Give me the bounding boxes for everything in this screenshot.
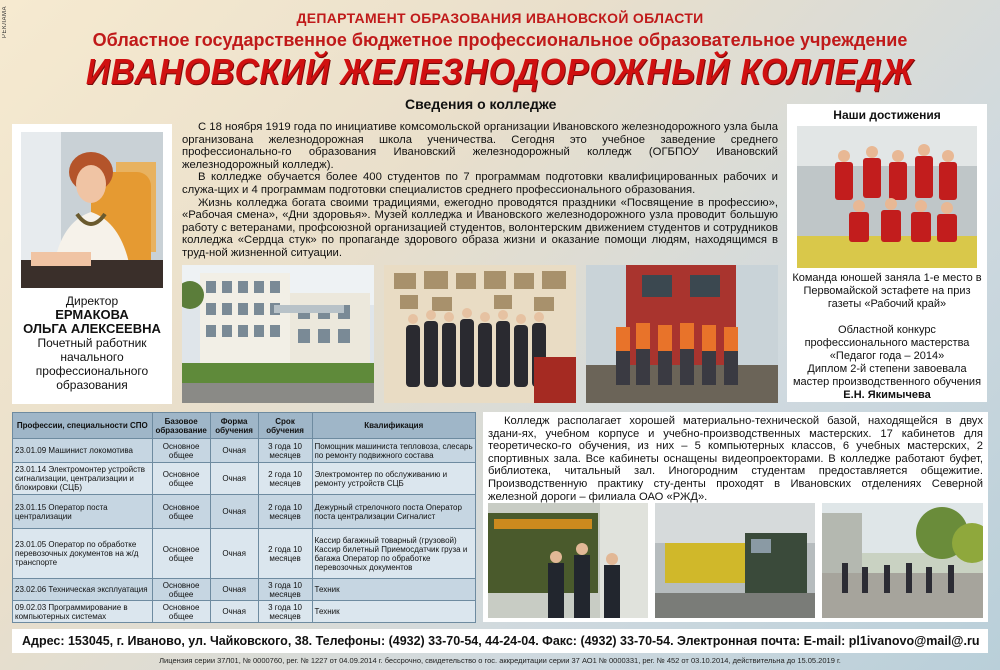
table-row xyxy=(13,439,476,463)
locomotive-students-photo xyxy=(586,265,778,403)
college-building-photo xyxy=(182,265,374,403)
table-cell: Кассир багажный товарный (грузовой) Кассир билетный Приемосдатчик груза и багажа Оператор по обработке перевозочных документов xyxy=(312,529,475,579)
table-cell: Очная xyxy=(210,463,258,495)
team-caption: Команда юношей заняла 1-е место в Первомайской эстафете на приз газеты «Рабочий край» xyxy=(792,272,982,310)
museum-photo xyxy=(384,265,576,403)
team-photo xyxy=(797,126,977,268)
achievements-card xyxy=(787,104,987,402)
table-cell: Основное общее xyxy=(152,439,210,463)
institution-title: Областное государственное бюджетное профессиональное образовательное учреждение xyxy=(92,30,908,50)
table-cell: 23.01.14 Электромонтер устройств сигнализации, централизации и блокировки (СЦБ) xyxy=(13,463,153,495)
teacher-caption xyxy=(791,324,983,402)
table-cell: 23.02.06 Техническая эксплуатация xyxy=(13,579,153,601)
table-cell: Техник xyxy=(312,601,475,623)
table-header-cell: Срок обучения xyxy=(258,413,312,439)
about-paragraph: С 18 ноября 1919 года по инициативе комсомольской организации Ивановского железнодорожного узла была организована железнодорожная школа ученичества. Сегодня это учебное заведение среднего профессионально-го образования Ивановский железнодорожный колледж (ОГБПОУ Ивановский железнодорожный колледж). xyxy=(182,121,778,171)
contest-title: Областной конкурс профессионального мастерства «Педагог года – 2014» xyxy=(804,324,970,362)
table-cell: Очная xyxy=(210,601,258,623)
about-paragraph: В колледже обучается более 400 студентов по 7 программам подготовки квалифицированных рабочих и служа-щих и 4 программам подготовки специалистов среднего профессионального образования. xyxy=(182,171,778,196)
director-honor: Почетный работник начального профессионального образования xyxy=(35,336,149,392)
facilities-block xyxy=(483,412,988,622)
table-cell: Помощник машиниста тепловоза, слесарь по ремонту подвижного состава xyxy=(312,439,475,463)
table-header-cell: Квалификация xyxy=(312,413,475,439)
table-cell: Техник xyxy=(312,579,475,601)
teacher-name: Е.Н. Якимычева xyxy=(843,389,931,401)
diploma-text: Диплом 2-й степени завоевала мастер производственного обучения xyxy=(792,363,982,388)
about-text xyxy=(182,121,778,260)
table-header-cell: Форма обучения xyxy=(210,413,258,439)
table-cell: 3 года 10 месяцев xyxy=(258,601,312,623)
achievements-title: Наши достижения xyxy=(833,108,941,122)
table-cell: 2 года 10 месяцев xyxy=(258,495,312,529)
director-photo xyxy=(21,132,163,288)
table-cell: 23.01.15 Оператор поста централизации xyxy=(13,495,153,529)
table-cell: 3 года 10 месяцев xyxy=(258,439,312,463)
table-cell: Основное общее xyxy=(152,579,210,601)
director-card xyxy=(12,124,172,404)
table-cell: Очная xyxy=(210,439,258,463)
table-cell: Очная xyxy=(210,495,258,529)
table-header-cell: Профессии, специальности СПО xyxy=(13,413,153,439)
table-header-row xyxy=(13,413,476,439)
college-title: ИВАНОВСКИЙ ЖЕЛЕЗНОДОРОЖНЫЙ КОЛЛЕДЖ xyxy=(85,51,915,92)
about-paragraph: Жизнь колледжа богата своими традициями, ежегодно проводятся праздники «Посвящение в профессию», «Рабочая смена», «Дни здоровья». Музей колледжа и Ивановского железнодорожного узла проводит большую работу с ветеранами, профсоюзной организацией студентов, волонтерским движением студентов и сотрудников колледжа «Сердца стук» по пропаганде здорового образа жизни и оказание помощи людям, находящимся в труд-ной жизненной ситуации. xyxy=(182,196,778,259)
table-cell: Дежурный стрелочного поста Оператор поста централизации Сигналист xyxy=(312,495,475,529)
table-cell: 2 года 10 месяцев xyxy=(258,529,312,579)
director-surname: ЕРМАКОВА xyxy=(55,307,129,322)
table-cell: Основное общее xyxy=(152,601,210,623)
table-cell: Очная xyxy=(210,529,258,579)
table-cell: Очная xyxy=(210,579,258,601)
license-line: Лицензия серии 37Л01, № 0000760, рег. № 1227 от 04.09.2014 г. бессрочно, свидетельство о гос. аккредитации серии 37 АО1 № 0000331, рег. № 452 от 03.10.2014, действительна до 15.05.2019 г. xyxy=(159,656,841,665)
contact-line: Адрес: 153045, г. Иваново, ул. Чайковского, 38. Телефоны: (4932) 33-70-54, 44-24-04. Факс: (4932) 33-70-54. Электронная почта: E-mail: pl1ivanovo@mail@.ru xyxy=(12,629,988,653)
table-cell: Электромонтер по обслуживанию и ремонту устройств СЦБ xyxy=(312,463,475,495)
table-cell: 2 года 10 месяцев xyxy=(258,463,312,495)
facilities-text: Колледж располагает хорошей материально-технической базой, находящейся в двух здани-ях, учебном корпусе и учебно-производственных мастерских. 17 кабинетов для теоретическо-го обучения, из них – 5 компьютерных классов, 6 учебных мастерских, 2 спортивных зала. Все кабинеты оснащены видеопроекторами. В колледже работают буфет, библиотека, читальный зал. Иногородним студентам предоставляется общежитие. Производственную практику сту-денты проходят в Ивановских отделениях Северной железной дороги – филиала ОАО «РЖД». xyxy=(488,415,983,503)
table-row xyxy=(13,529,476,579)
hall-photo xyxy=(655,503,815,618)
table-cell: 23.01.05 Оператор по обработке перевозочных документов на ж/д транспорте xyxy=(13,529,153,579)
department-title: ДЕПАРТАМЕНТ ОБРАЗОВАНИЯ ИВАНОВСКОЙ ОБЛАСТИ xyxy=(296,10,704,26)
table-cell: Основное общее xyxy=(152,495,210,529)
table-cell: 3 года 10 месяцев xyxy=(258,579,312,601)
advertisement-mark: РЕКЛАМА xyxy=(2,6,8,38)
table-row xyxy=(13,579,476,601)
table-cell: 23.01.09 Машинист локомотива xyxy=(13,439,153,463)
table-cell: 09.02.03 Программирование в компьютерных системах xyxy=(13,601,153,623)
workshop-photo xyxy=(488,503,648,618)
outdoor-event-photo xyxy=(822,503,983,618)
table-row xyxy=(13,495,476,529)
table-cell: Основное общее xyxy=(152,529,210,579)
director-name: ОЛЬГА АЛЕКСЕЕВНА xyxy=(23,321,161,336)
programs-table xyxy=(12,412,476,622)
table-cell: Основное общее xyxy=(152,463,210,495)
table-row xyxy=(13,463,476,495)
table-header-cell: Базовое образование xyxy=(152,413,210,439)
about-title: Сведения о колледже xyxy=(405,96,557,112)
director-role: Директор xyxy=(65,294,119,308)
table-row xyxy=(13,601,476,623)
